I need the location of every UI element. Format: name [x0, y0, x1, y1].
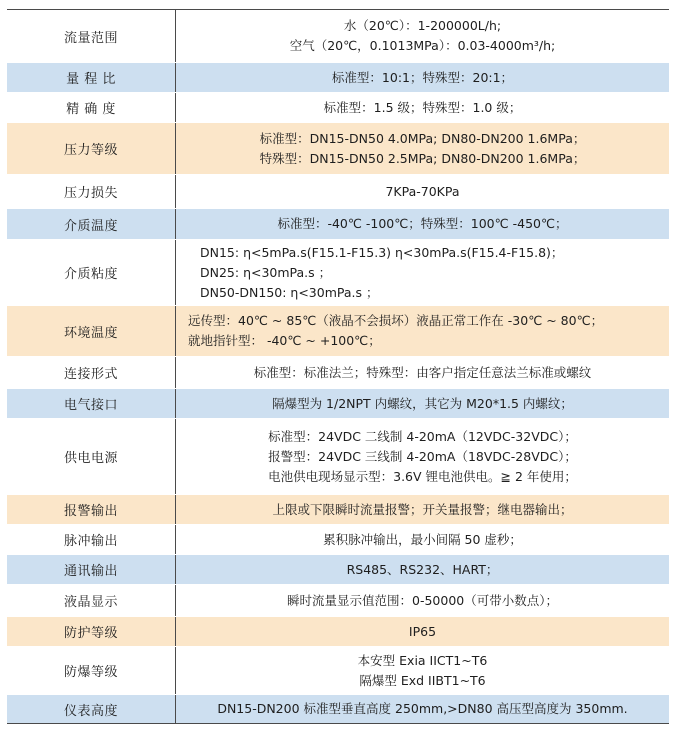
row-value-line: 隔爆型 Exd IIBT1~T6 [359, 672, 486, 688]
row-label: 防爆等级 [63, 665, 118, 680]
table-row [7, 695, 669, 723]
row-value-line: 标准型：24VDC 二线制 4-20mA（12VDC-32VDC）； [268, 428, 577, 444]
row-value [175, 585, 669, 616]
row-label: 连接形式 [63, 367, 118, 382]
table-row [7, 357, 669, 388]
row-value [175, 63, 669, 92]
row-value [175, 389, 669, 418]
row-value-line: 瞬时流量显示值范围：0-50000（可带小数点）； [287, 592, 558, 608]
row-label: 压力等级 [63, 143, 118, 158]
row-label: 介质温度 [63, 218, 118, 234]
row-label: 脉冲输出 [63, 534, 118, 549]
table-row [7, 10, 669, 62]
row-value-line: 标准型：1.5 级；特殊型：1.0 级； [323, 99, 522, 115]
table-row [7, 647, 669, 694]
row-value-line: 标准型：标准法兰；特殊型：由客户指定任意法兰标准或螺纹 [253, 364, 592, 380]
row-label: 流量范围 [63, 30, 118, 46]
row-value [175, 175, 669, 208]
row-value [175, 555, 669, 584]
table-row [7, 93, 669, 122]
row-value [175, 647, 669, 694]
table-row [7, 123, 669, 174]
row-value [175, 10, 669, 62]
table-row [7, 306, 669, 356]
row-value [175, 357, 669, 388]
row-label: 量 程 比 [66, 72, 116, 87]
table-row [7, 617, 669, 646]
table-row [7, 555, 669, 584]
row-value [175, 525, 669, 554]
row-value-line: 空气（20℃，0.1013MPa）：0.03-4000m³/h; [289, 38, 556, 53]
table-row [7, 63, 669, 92]
table-row [7, 585, 669, 616]
row-value-line: 电池供电现场显示型：3.6V 锂电池供电。≧ 2 年使用； [268, 468, 577, 484]
table-row [7, 389, 669, 418]
spec-table [7, 9, 669, 724]
row-label: 精 确 度 [66, 102, 116, 117]
row-value-line: 标准型：-40℃ -100℃；特殊型：100℃ -450℃； [277, 216, 568, 231]
row-value [175, 240, 669, 305]
row-value [175, 419, 669, 494]
row-value-line: IP65 [408, 623, 437, 639]
row-label: 介质粘度 [63, 267, 118, 282]
row-label: 仪表高度 [63, 703, 118, 719]
row-value-line: 报警型：24VDC 三线制 4-20mA（18VDC-28VDC）； [268, 448, 577, 464]
row-value [175, 495, 669, 524]
table-row [7, 209, 669, 239]
row-value-line: RS485、RS232、HART； [346, 561, 499, 577]
row-value-line: 本安型 Exia IICT1~T6 [357, 652, 488, 668]
row-label: 供电电源 [63, 451, 118, 466]
row-value [175, 695, 669, 723]
row-value-line: 标准型：10:1；特殊型：20:1； [331, 69, 514, 85]
row-value [175, 93, 669, 122]
row-value-line: 就地指针型： -40℃ ~ +100℃； [188, 333, 381, 348]
row-value-line: 隔爆型为 1/2NPT 内螺纹，其它为 M20*1.5 内螺纹； [272, 395, 573, 411]
table-row [7, 240, 669, 305]
row-label: 环境温度 [63, 325, 118, 341]
row-label: 压力损失 [63, 186, 118, 201]
row-value-line: 标准型：DN15-DN50 4.0MPa; DN80-DN200 1.6MPa； [259, 130, 586, 146]
row-label: 电气接口 [63, 398, 118, 413]
table-row [7, 419, 669, 494]
row-value-line: DN25: η<30mPa.s ； [200, 264, 332, 280]
row-value [175, 209, 669, 239]
row-value-line: 水（20℃）：1-200000L/h; [343, 18, 502, 33]
row-label: 防护等级 [63, 626, 118, 641]
row-value-line: DN15-DN200 标准型垂直高度 250mm,>DN80 高压型高度为 350mm. [217, 701, 628, 716]
row-label: 通讯输出 [63, 564, 118, 579]
row-value-line: 7KPa-70KPa [385, 183, 460, 199]
row-value [175, 123, 669, 174]
row-value [175, 617, 669, 646]
table-row [7, 175, 669, 208]
row-label: 报警输出 [63, 504, 118, 519]
row-value-line: 累积脉冲输出，最小间隔 50 虚秒； [323, 531, 522, 547]
row-value-line: 上限或下限瞬时流量报警；开关量报警；继电器输出； [272, 501, 573, 517]
table-row [7, 495, 669, 524]
row-value [175, 306, 669, 356]
row-value-line: 特殊型：DN15-DN50 2.5MPa; DN80-DN200 1.6MPa； [259, 150, 586, 166]
table-row [7, 525, 669, 554]
row-label: 液晶显示 [63, 595, 118, 610]
row-value-line: 远传型：40℃ ~ 85℃（液晶不会损坏）液晶正常工作在 -30℃ ~ 80℃； [188, 313, 604, 328]
row-value-line: DN50-DN150: η<30mPa.s ； [200, 284, 379, 300]
row-value-line: DN15: η<5mPa.s(F15.1-F15.3) η<30mPa.s(F15.4-F15.8)； [200, 244, 564, 260]
